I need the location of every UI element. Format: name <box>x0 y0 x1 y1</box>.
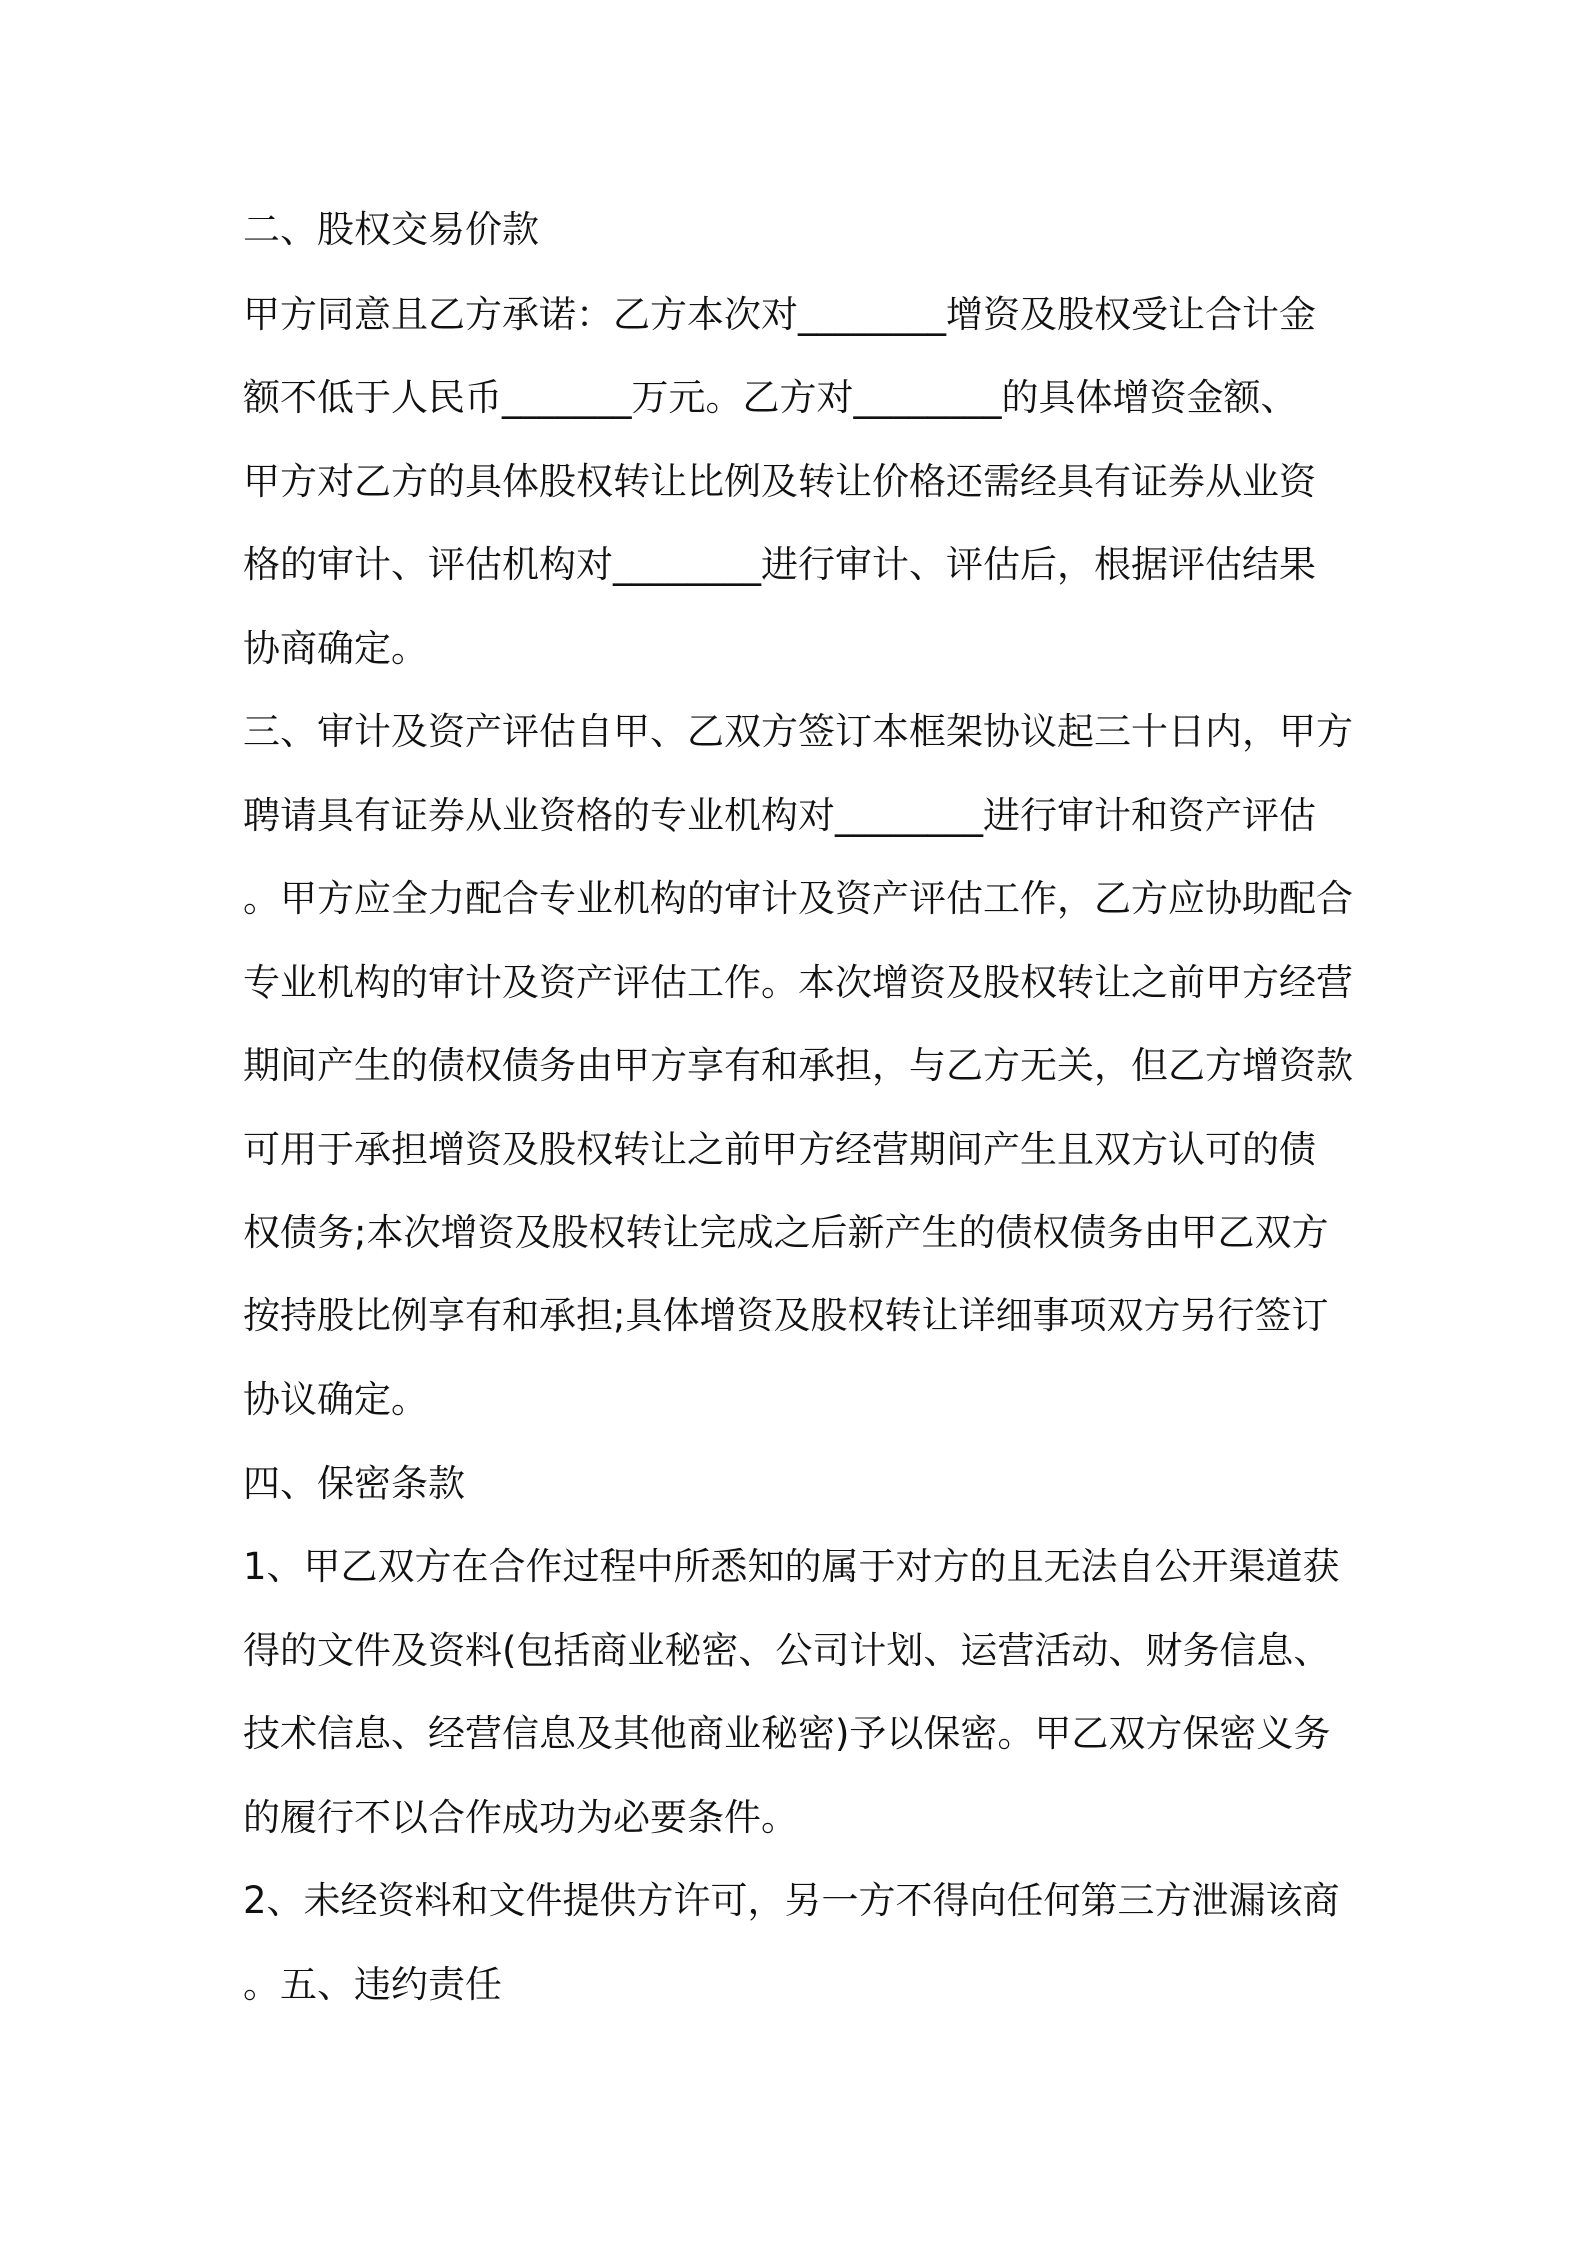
text-line: 2、未经资料和文件提供方许可，另一方不得向任何第三方泄漏该商 <box>243 1879 1340 1922</box>
text-line: 甲方同意且乙方承诺：乙方本次对________增资及股权受让合计金 <box>243 293 1316 336</box>
text-line: 权债务;本次增资及股权转让完成之后新产生的债权债务由甲乙双方 <box>243 1211 1329 1254</box>
text-line: 期间产生的债权债务由甲方享有和承担，与乙方无关，但乙方增资款 <box>243 1044 1353 1087</box>
text-line: 协议确定。 <box>243 1378 428 1421</box>
text-line: 得的文件及资料(包括商业秘密、公司计划、运营活动、财务信息、 <box>243 1629 1331 1672</box>
section-heading-audit: 三、审计及资产评估自甲、乙双方签订本框架协议起三十日内，甲方 <box>243 710 1353 753</box>
text-line: 1、甲乙双方在合作过程中所悉知的属于对方的且无法自公开渠道获 <box>243 1545 1340 1588</box>
section-heading-confidentiality: 四、保密条款 <box>243 1462 465 1505</box>
text-line: 。甲方应全力配合专业机构的审计及资产评估工作，乙方应协助配合 <box>243 877 1353 920</box>
section-heading-equity-price: 二、股权交易价款 <box>243 208 539 251</box>
section-heading-liability: 。五、违约责任 <box>243 1963 502 2006</box>
text-line: 甲方对乙方的具体股权转让比例及转让价格还需经具有证券从业资 <box>243 460 1316 503</box>
text-line: 技术信息、经营信息及其他商业秘密)予以保密。甲乙双方保密义务 <box>243 1712 1331 1755</box>
text-line: 专业机构的审计及资产评估工作。本次增资及股权转让之前甲方经营 <box>243 961 1353 1004</box>
text-line: 格的审计、评估机构对________进行审计、评估后，根据评估结果 <box>243 543 1316 586</box>
text-line: 的履行不以合作成功为必要条件。 <box>243 1796 798 1839</box>
text-line: 按持股比例享有和承担;具体增资及股权转让详细事项双方另行签订 <box>243 1294 1329 1337</box>
text-line: 可用于承担增资及股权转让之前甲方经营期间产生且双方认可的债 <box>243 1128 1316 1171</box>
text-line: 协商确定。 <box>243 627 428 670</box>
text-line: 额不低于人民币_______万元。乙方对________的具体增资金额、 <box>243 376 1298 419</box>
text-line: 聘请具有证券从业资格的专业机构对________进行审计和资产评估 <box>243 794 1316 837</box>
